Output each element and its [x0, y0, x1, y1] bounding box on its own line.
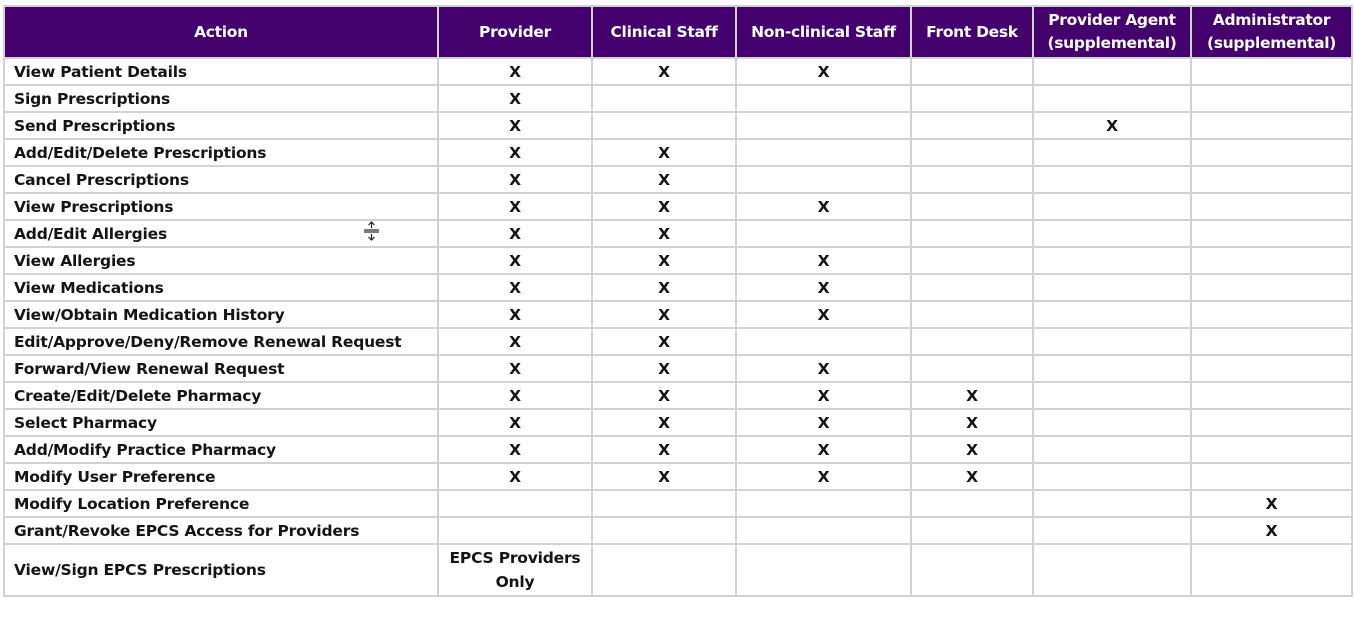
permissions-table — [3, 5, 1353, 597]
permission-cell — [1033, 166, 1191, 193]
action-cell: View Medications — [4, 274, 438, 301]
permission-cell — [592, 85, 736, 112]
table-row — [4, 382, 1352, 409]
permission-cell — [911, 490, 1033, 517]
action-cell: Edit/Approve/Deny/Remove Renewal Request — [4, 328, 438, 355]
permission-cell — [911, 517, 1033, 544]
permission-cell — [911, 328, 1033, 355]
permission-cell: X — [438, 112, 592, 139]
permission-cell — [736, 220, 911, 247]
action-cell: View/Obtain Medication History — [4, 301, 438, 328]
permission-cell: X — [592, 355, 736, 382]
table-row — [4, 112, 1352, 139]
permission-cell: X — [736, 247, 911, 274]
action-cell: View/Sign EPCS Prescriptions — [4, 544, 438, 596]
permission-cell — [438, 517, 592, 544]
permission-cell — [1191, 139, 1352, 166]
action-cell: Forward/View Renewal Request — [4, 355, 438, 382]
permission-cell — [1191, 409, 1352, 436]
permission-cell — [911, 112, 1033, 139]
cell-line: Only — [495, 573, 535, 591]
permission-cell: X — [438, 58, 592, 85]
permission-cell: X — [438, 274, 592, 301]
permission-cell — [911, 274, 1033, 301]
table-row — [4, 193, 1352, 220]
action-cell: View Patient Details — [4, 58, 438, 85]
permission-cell: X — [438, 328, 592, 355]
cell-line: Provider Agent — [1048, 11, 1176, 29]
permission-cell — [438, 490, 592, 517]
permission-cell — [911, 355, 1033, 382]
permission-cell — [1033, 274, 1191, 301]
permission-cell — [1191, 544, 1352, 596]
permission-cell — [592, 544, 736, 596]
table-row — [4, 220, 1352, 247]
cell-line: (supplemental) — [1047, 34, 1177, 52]
permission-cell — [911, 139, 1033, 166]
permission-cell — [736, 85, 911, 112]
permission-cell — [736, 517, 911, 544]
permission-cell — [1033, 355, 1191, 382]
table-row — [4, 301, 1352, 328]
table-row — [4, 58, 1352, 85]
permission-cell: X — [438, 85, 592, 112]
permission-cell: X — [592, 247, 736, 274]
permission-cell: X — [592, 463, 736, 490]
table-row — [4, 544, 1352, 596]
permission-cell — [1191, 247, 1352, 274]
action-cell: Add/Edit Allergies — [4, 220, 438, 247]
action-cell: Add/Edit/Delete Prescriptions — [4, 139, 438, 166]
permission-cell — [592, 112, 736, 139]
permission-cell — [1033, 463, 1191, 490]
permission-cell — [1033, 247, 1191, 274]
permission-cell — [736, 139, 911, 166]
permission-cell: X — [438, 301, 592, 328]
permission-cell: X — [438, 409, 592, 436]
column-header-provider: Provider — [438, 6, 592, 58]
permission-cell: X — [592, 382, 736, 409]
permission-cell: X — [736, 409, 911, 436]
permission-cell: X — [438, 247, 592, 274]
permission-cell: X — [592, 166, 736, 193]
table-row — [4, 328, 1352, 355]
permission-cell — [1191, 193, 1352, 220]
action-cell: Create/Edit/Delete Pharmacy — [4, 382, 438, 409]
permission-cell — [1033, 301, 1191, 328]
table-row — [4, 166, 1352, 193]
permission-cell — [1191, 463, 1352, 490]
row-resize-cursor-icon — [363, 219, 380, 243]
permission-cell: X — [736, 436, 911, 463]
permission-cell — [736, 112, 911, 139]
action-cell: Send Prescriptions — [4, 112, 438, 139]
cell-line: EPCS Providers — [449, 549, 581, 567]
column-header-clinical-staff: Clinical Staff — [592, 6, 736, 58]
permission-cell — [1191, 355, 1352, 382]
action-cell: Cancel Prescriptions — [4, 166, 438, 193]
permission-cell: X — [592, 301, 736, 328]
permission-cell — [911, 58, 1033, 85]
permission-cell: X — [438, 382, 592, 409]
permission-cell — [1033, 58, 1191, 85]
permission-cell: X — [592, 328, 736, 355]
permission-cell: X — [736, 463, 911, 490]
permission-cell — [736, 490, 911, 517]
table-row — [4, 436, 1352, 463]
permission-cell — [1191, 85, 1352, 112]
permission-cell: X — [736, 274, 911, 301]
table-body — [4, 58, 1352, 596]
permission-cell — [592, 517, 736, 544]
permission-cell: X — [592, 409, 736, 436]
permission-cell — [911, 301, 1033, 328]
permission-cell: X — [438, 436, 592, 463]
permission-cell — [911, 220, 1033, 247]
cell-line: Administrator — [1212, 11, 1331, 29]
permission-cell — [1033, 517, 1191, 544]
table-row — [4, 247, 1352, 274]
permission-cell — [1191, 301, 1352, 328]
permission-cell: X — [438, 139, 592, 166]
permission-cell — [1191, 220, 1352, 247]
permission-cell — [1191, 436, 1352, 463]
permission-cell: X — [911, 436, 1033, 463]
permission-cell — [592, 490, 736, 517]
permission-cell — [1191, 58, 1352, 85]
table-row — [4, 355, 1352, 382]
permission-cell: X — [592, 139, 736, 166]
action-cell: View Allergies — [4, 247, 438, 274]
permission-cell — [1033, 409, 1191, 436]
permission-cell: X — [1191, 490, 1352, 517]
permission-cell — [911, 544, 1033, 596]
action-cell: Modify Location Preference — [4, 490, 438, 517]
permission-cell — [911, 166, 1033, 193]
permission-cell: X — [592, 436, 736, 463]
permission-cell — [1191, 112, 1352, 139]
permission-cell — [911, 85, 1033, 112]
permission-cell — [1033, 85, 1191, 112]
table-header-row — [4, 6, 1352, 58]
permission-cell — [1033, 382, 1191, 409]
permission-cell — [1191, 382, 1352, 409]
permission-cell: X — [911, 382, 1033, 409]
table-row — [4, 517, 1352, 544]
permission-cell: X — [592, 193, 736, 220]
permission-cell: X — [736, 382, 911, 409]
permission-cell: X — [736, 355, 911, 382]
column-header-front-desk: Front Desk — [911, 6, 1033, 58]
permission-cell — [1033, 139, 1191, 166]
column-header-administrator-supplemental — [1191, 6, 1352, 58]
action-cell: Sign Prescriptions — [4, 85, 438, 112]
table-row — [4, 139, 1352, 166]
permission-cell — [1191, 274, 1352, 301]
permission-cell: X — [438, 355, 592, 382]
permission-cell — [1191, 166, 1352, 193]
action-cell: Grant/Revoke EPCS Access for Providers — [4, 517, 438, 544]
permission-cell — [736, 166, 911, 193]
permission-cell: X — [736, 301, 911, 328]
permission-cell — [1033, 436, 1191, 463]
permission-cell: X — [438, 463, 592, 490]
table-row — [4, 463, 1352, 490]
permission-cell — [736, 328, 911, 355]
permission-cell — [736, 544, 911, 596]
permission-cell: X — [736, 193, 911, 220]
table-row — [4, 490, 1352, 517]
permission-cell — [1033, 220, 1191, 247]
table-row — [4, 274, 1352, 301]
column-header-action: Action — [4, 6, 438, 58]
permission-cell: X — [911, 463, 1033, 490]
permission-cell: X — [438, 193, 592, 220]
permission-cell: X — [438, 220, 592, 247]
action-cell: Modify User Preference — [4, 463, 438, 490]
permission-cell: X — [911, 409, 1033, 436]
permission-cell: X — [736, 58, 911, 85]
action-cell: Select Pharmacy — [4, 409, 438, 436]
permission-cell: X — [1033, 112, 1191, 139]
table-row — [4, 409, 1352, 436]
permission-cell: X — [592, 220, 736, 247]
permission-cell — [1033, 544, 1191, 596]
permission-cell — [1191, 328, 1352, 355]
column-header-provider-agent-supplemental — [1033, 6, 1191, 58]
permission-cell: X — [592, 58, 736, 85]
permission-cell — [1033, 193, 1191, 220]
permission-cell — [438, 544, 592, 596]
permission-cell: X — [592, 274, 736, 301]
permission-cell — [911, 193, 1033, 220]
cell-line: (supplemental) — [1206, 34, 1337, 52]
column-header-non-clinical-staff: Non-clinical Staff — [736, 6, 911, 58]
permission-cell — [1033, 490, 1191, 517]
action-cell: View Prescriptions — [4, 193, 438, 220]
permission-cell: X — [438, 166, 592, 193]
permission-cell — [911, 247, 1033, 274]
action-cell: Add/Modify Practice Pharmacy — [4, 436, 438, 463]
table-row — [4, 85, 1352, 112]
permission-cell — [1033, 328, 1191, 355]
permission-cell: X — [1191, 517, 1352, 544]
